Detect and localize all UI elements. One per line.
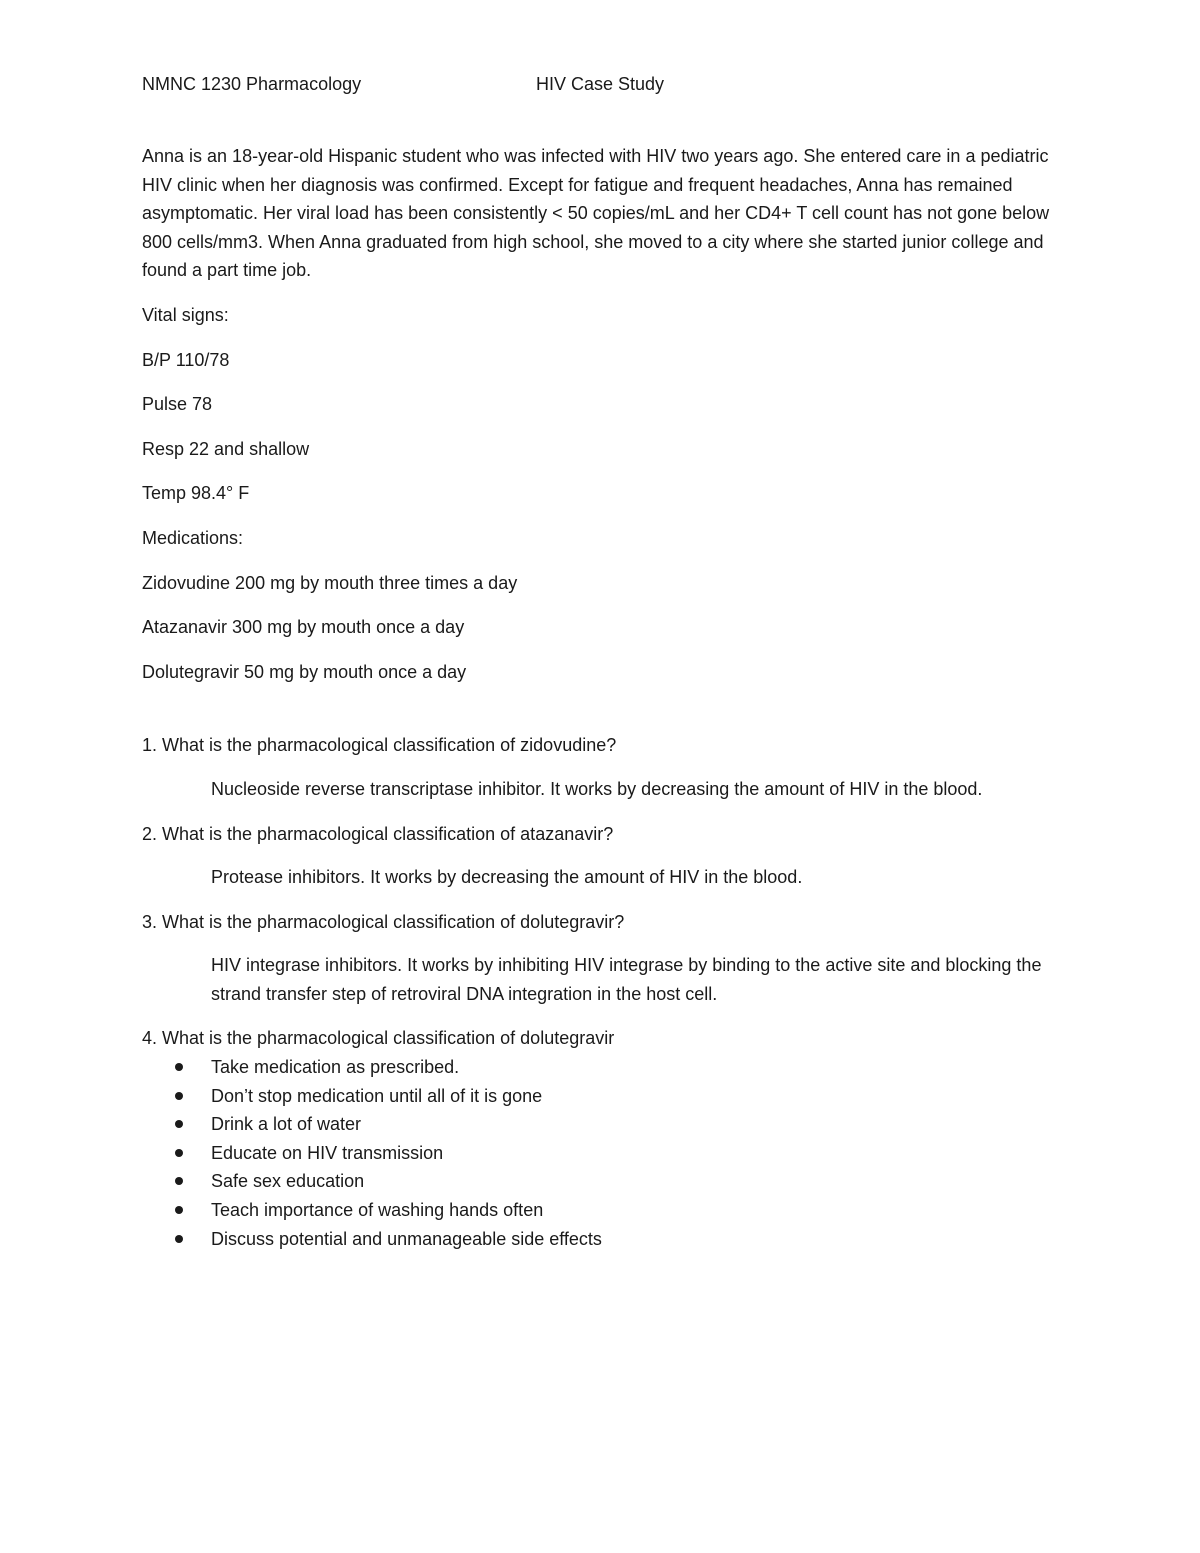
bullet-icon xyxy=(175,1235,183,1243)
question-2: 2. What is the pharmacological classification of atazanavir? xyxy=(142,823,614,844)
bullet-text: Take medication as prescribed. xyxy=(211,1057,460,1078)
bullet-icon xyxy=(175,1149,183,1157)
bullet-text: Teach importance of washing hands often xyxy=(211,1200,544,1221)
course-name: NMNC 1230 Pharmacology xyxy=(142,74,362,94)
question-3: 3. What is the pharmacological classification of dolutegravir? xyxy=(142,911,625,932)
bullet-icon xyxy=(175,1177,183,1185)
bullet-icon xyxy=(175,1120,183,1128)
question-1: 1. What is the pharmacological classification of zidovudine? xyxy=(142,735,617,756)
list-item xyxy=(142,1167,1057,1196)
vital-blood-pressure: B/P 110/78 xyxy=(142,349,230,370)
teaching-bullet-list xyxy=(142,1053,1057,1253)
list-item xyxy=(142,1196,1057,1225)
bullet-text: Discuss potential and unmanageable side effects xyxy=(211,1228,602,1249)
vitals-heading: Vital signs: xyxy=(142,304,229,325)
document-title: HIV Case Study xyxy=(536,74,665,94)
medication-item: Zidovudine 200 mg by mouth three times a day xyxy=(142,572,518,593)
answer-3: HIV integrase inhibitors. It works by inhibiting HIV integrase by binding to the active site and blocking the strand transfer step of retroviral DNA integration in the host cell. xyxy=(211,955,1042,1004)
bullet-text: Educate on HIV transmission xyxy=(211,1142,444,1163)
vital-respiration: Resp 22 and shallow xyxy=(142,438,310,459)
medication-item: Dolutegravir 50 mg by mouth once a day xyxy=(142,661,467,682)
medications-heading: Medications: xyxy=(142,527,244,548)
bullet-icon xyxy=(175,1092,183,1100)
medication-item: Atazanavir 300 mg by mouth once a day xyxy=(142,617,465,638)
bullet-icon xyxy=(175,1206,183,1214)
list-item xyxy=(142,1139,1057,1168)
answer-1: Nucleoside reverse transcriptase inhibitor. It works by decreasing the amount of HIV in the blood. xyxy=(211,778,983,799)
list-item xyxy=(142,1082,1057,1111)
bullet-icon xyxy=(175,1063,183,1071)
page-header xyxy=(142,74,1082,98)
list-item xyxy=(142,1225,1057,1254)
vital-temperature: Temp 98.4° F xyxy=(142,483,250,504)
question-4: 4. What is the pharmacological classification of dolutegravir xyxy=(142,1028,615,1049)
document-body xyxy=(142,142,1057,1253)
bullet-text: Safe sex education xyxy=(211,1171,365,1192)
bullet-text: Drink a lot of water xyxy=(211,1114,362,1135)
spacer xyxy=(142,702,1057,731)
list-item xyxy=(142,1053,1057,1082)
case-intro-paragraph: Anna is an 18-year-old Hispanic student who was infected with HIV two years ago. She entered care in a pediatric HIV clinic when her diagnosis was confirmed. Except for fatigue and frequent headaches, Anna has remained asymptomatic. Her viral load has been consistently < 50 copies/mL and her CD4+ T cell count has not gone below 800 cells/mm3. When Anna graduated from high school, she moved to a city where she started junior college and found a part time job. xyxy=(142,146,1050,281)
list-item xyxy=(142,1110,1057,1139)
vital-pulse: Pulse 78 xyxy=(142,394,213,415)
bullet-text: Don’t stop medication until all of it is gone xyxy=(211,1085,543,1106)
answer-2: Protease inhibitors. It works by decreasing the amount of HIV in the blood. xyxy=(211,867,803,888)
